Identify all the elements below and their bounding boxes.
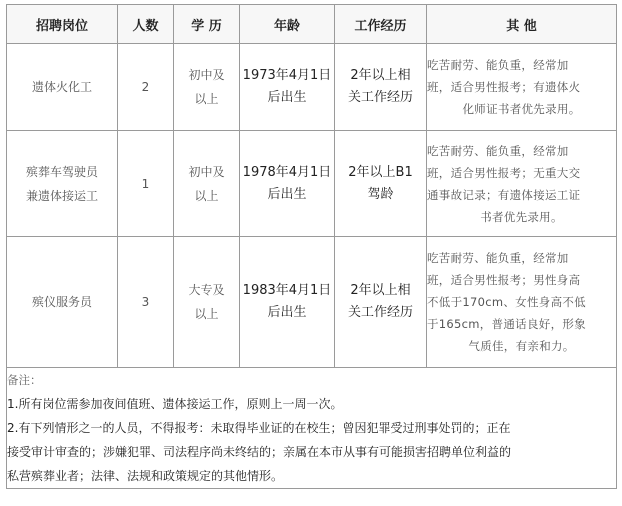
- note-item: 私营殡葬业者；法律、法规和政策规定的其他情形。: [7, 469, 284, 483]
- header-other: 其 他: [427, 5, 617, 44]
- education-cell: 大专及 以上: [174, 237, 240, 368]
- notes-cell: [7, 368, 617, 489]
- recruitment-table-container: [6, 4, 616, 489]
- header-education: 学 历: [174, 5, 240, 44]
- note-item: 1.所有岗位需参加夜间值班、遗体接运工作，原则上一周一次。: [7, 397, 343, 411]
- position-cell: 殡仪服务员: [7, 237, 118, 368]
- education-cell: 初中及 以上: [174, 44, 240, 131]
- experience-cell: 2年以上相 关工作经历: [335, 44, 427, 131]
- header-position: 招聘岗位: [7, 5, 118, 44]
- count-cell: 2: [118, 44, 174, 131]
- header-count: 人数: [118, 5, 174, 44]
- other-cell: 吃苦耐劳、能负重，经常加 班，适合男性报考；无重大交 通事故记录；有遗体接运工证 书者优先录用。: [427, 131, 617, 237]
- position-cell: 殡葬车驾驶员 兼遗体接运工: [7, 131, 118, 237]
- header-age: 年龄: [240, 5, 335, 44]
- recruitment-table: [6, 4, 617, 489]
- experience-cell: 2年以上B1 驾龄: [335, 131, 427, 237]
- count-cell: 1: [118, 131, 174, 237]
- other-cell: 吃苦耐劳、能负重，经常加 班，适合男性报考；有遗体火 化师证书者优先录用。: [427, 44, 617, 131]
- header-row: [7, 5, 617, 44]
- position-cell: 遗体火化工: [7, 44, 118, 131]
- note-item: 2.有下列情形之一的人员，不得报考：未取得毕业证的在校生；曾因犯罪受过刑事处罚的；正在: [7, 421, 511, 435]
- experience-cell: 2年以上相 关工作经历: [335, 237, 427, 368]
- age-cell: 1978年4月1日 后出生: [240, 131, 335, 237]
- other-cell: 吃苦耐劳、能负重，经常加 班，适合男性报考；男性身高 不低于170cm、女性身高不低 于165cm，普通话良好，形象 气质佳，有亲和力。: [427, 237, 617, 368]
- age-cell: 1983年4月1日 后出生: [240, 237, 335, 368]
- note-item: 接受审计审查的；涉嫌犯罪、司法程序尚未终结的；亲属在本市从事有可能损害招聘单位利益的: [7, 445, 512, 459]
- age-cell: 1973年4月1日 后出生: [240, 44, 335, 131]
- education-cell: 初中及 以上: [174, 131, 240, 237]
- header-experience: 工作经历: [335, 5, 427, 44]
- table-row: [7, 44, 617, 131]
- table-row: [7, 237, 617, 368]
- table-row: [7, 131, 617, 237]
- notes-title: 备注：: [7, 373, 42, 387]
- count-cell: 3: [118, 237, 174, 368]
- notes-row: [7, 368, 617, 489]
